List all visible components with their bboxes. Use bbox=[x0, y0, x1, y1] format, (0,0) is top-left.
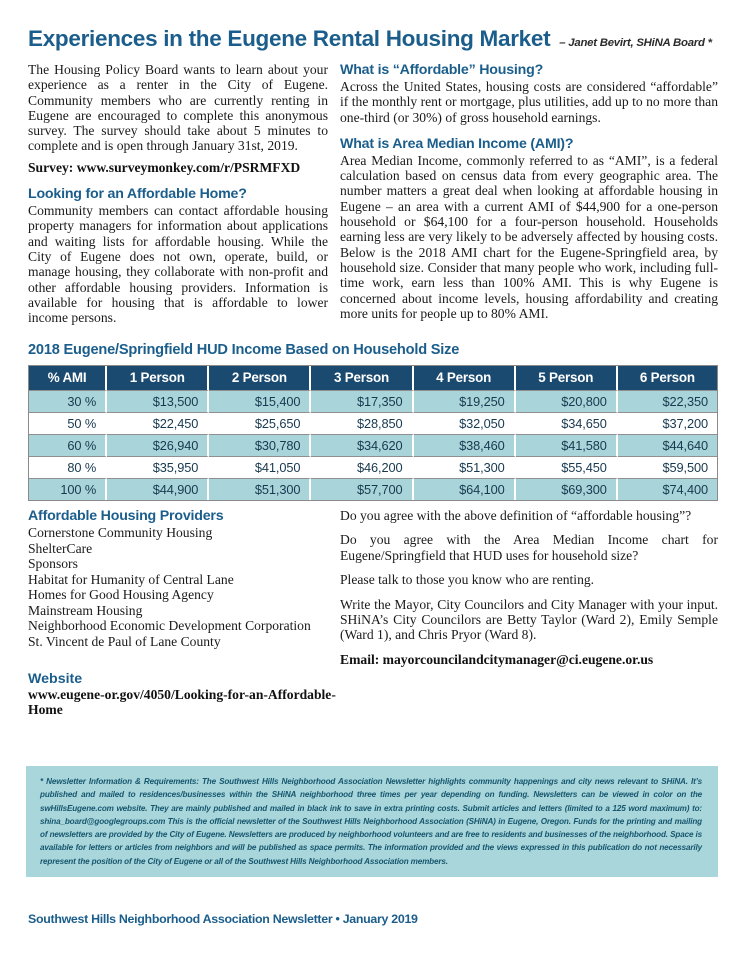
spacer bbox=[28, 175, 328, 186]
affordable-housing-body: Across the United States, housing costs are considered “affordable” if the monthly rent or mortgage, plus utilities, add up to no more than one-third (or 30%) of gross household earnings. bbox=[340, 79, 718, 125]
newsletter-footnote-text: * Newsletter Information & Requirements: The Southwest Hills Neighborhood Association Newsletter highlights community happenings and city news relevant to SHiNA. It’s published and mailed to residences/businesses within the SHiNA neighborhood three times per year depending on funding. Newsletters can be viewed in color on the swHillsEugene.com website. They are mainly published and mailed in black ink to save in extra printing costs. Submit articles and letters (limited to a 125 word maximum) to: shina_board@googlegroups.com This is the official newsletter of the Southwest Hills Neighborhood Association (SHiNA) in Eugene, Oregon. Funds for the printing and mailing of newsletters are provided by the City of Eugene. Newsletters are produced by neighborhood volunteers and are free to residents and businesses of the neighborhood. Space is available for letters or articles from neighbors and will be published as space permits. The information provided and the views expressed in this publication do not necessarily represent the position of the City of Eugene or all of the Southwest Hills Neighborhood Association members. bbox=[40, 777, 702, 866]
table-cell: $59,500 bbox=[618, 456, 717, 478]
calls-to-action-section bbox=[340, 508, 718, 668]
list-item: Habitat for Humanity of Central Lane bbox=[28, 571, 234, 587]
ami-body: Area Median Income, commonly referred to as “AMI”, is a federal calculation based on census data from every geographic area. The number matters a great deal when looking at affordable housing in Eugene – an area with a current AMI of $44,900 for a one-person household or $64,100 for a four-person household. Households earning less are very likely to be adversely affected by housing costs. Below is the 2018 AMI chart for the Eugene-Springfield area, by household size. Consider that many people who work, including full-time work, earn less than 100% AMI. This is why Eugene is concerned about income levels, housing affordability and creating more units for people up to 80% AMI. bbox=[340, 152, 718, 321]
list-item: Homes for Good Housing Agency bbox=[28, 587, 214, 602]
table-cell: $38,460 bbox=[414, 434, 516, 456]
intro-paragraph: The Housing Policy Board wants to learn about your experience as a renter in the City of Eugene. Community members who are currently renting in Eugene are encouraged to complete this anonymous survey. The survey should take about 5 minutes to complete and is open through January 31st, 2019. bbox=[28, 62, 328, 154]
list-item: Mainstream Housing bbox=[28, 602, 143, 618]
table-header-cell: % AMI bbox=[29, 366, 107, 390]
table-cell-ami: 100 % bbox=[29, 478, 107, 500]
table-header-cell: 1 Person bbox=[107, 366, 209, 390]
table-cell: $28,850 bbox=[311, 412, 413, 434]
right-column bbox=[340, 62, 718, 321]
page-title-row bbox=[28, 26, 718, 52]
table-cell: $22,450 bbox=[107, 412, 209, 434]
table-row bbox=[29, 412, 717, 434]
newsletter-footnote-box bbox=[26, 766, 718, 877]
list-item: ShelterCare bbox=[28, 540, 93, 556]
providers-section bbox=[28, 508, 338, 718]
table-cell: $26,940 bbox=[107, 434, 209, 456]
table-cell: $13,500 bbox=[107, 390, 209, 412]
table-cell: $37,200 bbox=[618, 412, 717, 434]
table-row bbox=[29, 390, 717, 412]
table-cell: $46,200 bbox=[311, 456, 413, 478]
table-header-cell: 4 Person bbox=[414, 366, 516, 390]
table-cell: $74,400 bbox=[618, 478, 717, 500]
survey-link-line[interactable]: Survey: www.surveymonkey.com/r/PSRMFXD bbox=[28, 159, 301, 175]
table-cell: $22,350 bbox=[618, 390, 717, 412]
table-cell: $69,300 bbox=[516, 478, 618, 500]
table-cell: $15,400 bbox=[209, 390, 311, 412]
table-row bbox=[29, 456, 717, 478]
table-cell: $44,900 bbox=[107, 478, 209, 500]
page-footer: Southwest Hills Neighborhood Association Newsletter • January 2019 bbox=[28, 912, 418, 926]
left-column bbox=[28, 62, 328, 325]
table-cell: $51,300 bbox=[414, 456, 516, 478]
table-cell: $44,640 bbox=[618, 434, 717, 456]
website-url[interactable]: www.eugene-or.gov/4050/Looking-for-an-Affordable-Home bbox=[28, 687, 336, 718]
list-item: Neighborhood Economic Development Corporation bbox=[28, 618, 311, 633]
table-row bbox=[29, 478, 717, 500]
table-cell-ami: 60 % bbox=[29, 434, 107, 456]
providers-list bbox=[28, 525, 338, 649]
table-header-row bbox=[29, 366, 717, 390]
table-cell: $34,620 bbox=[311, 434, 413, 456]
table-cell: $55,450 bbox=[516, 456, 618, 478]
table-header-cell: 3 Person bbox=[311, 366, 413, 390]
spacer bbox=[340, 125, 718, 136]
providers-heading: Affordable Housing Providers bbox=[28, 508, 224, 524]
ami-heading: What is Area Median Income (AMI)? bbox=[340, 135, 574, 152]
table-cell: $25,650 bbox=[209, 412, 311, 434]
table-cell: $35,950 bbox=[107, 456, 209, 478]
question-3: Please talk to those you know who are renting. bbox=[340, 572, 595, 588]
table-cell: $57,700 bbox=[311, 478, 413, 500]
table-cell: $30,780 bbox=[209, 434, 311, 456]
contact-email[interactable]: Email: mayorcouncilandcitymanager@ci.eugene.or.us bbox=[340, 651, 654, 667]
table-cell: $20,800 bbox=[516, 390, 618, 412]
table-cell: $41,050 bbox=[209, 456, 311, 478]
list-item: Cornerstone Community Housing bbox=[28, 525, 213, 540]
hud-income-table bbox=[28, 365, 718, 501]
table-header-cell: 5 Person bbox=[516, 366, 618, 390]
question-4: Write the Mayor, City Councilors and City Manager with your input. SHiNA’s City Councilors are Betty Taylor (Ward 2), Emily Semple (Ward 1), and Chris Pryor (Ward 8). bbox=[340, 596, 718, 643]
table-header-cell: 2 Person bbox=[209, 366, 311, 390]
list-item: Sponsors bbox=[28, 556, 78, 571]
table-cell-ami: 80 % bbox=[29, 456, 107, 478]
article-byline: – Janet Bevirt, SHiNA Board * bbox=[559, 37, 712, 49]
looking-for-home-body: Community members can contact affordable housing property managers for information about applications and waiting lists for affordable housing. While the City of Eugene does not own, operate, build, or manage housing, they collaborate with non-profit and other affordable housing providers. Information is available for housing that is affordable to lower income persons. bbox=[28, 203, 328, 326]
table-cell-ami: 30 % bbox=[29, 390, 107, 412]
income-table-title: 2018 Eugene/Springfield HUD Income Based on Household Size bbox=[28, 342, 460, 358]
table-row bbox=[29, 434, 717, 456]
question-2: Do you agree with the Area Median Income chart for Eugene/Springfield that HUD uses for household size? bbox=[340, 532, 718, 563]
list-item: St. Vincent de Paul of Lane County bbox=[28, 633, 221, 649]
table-cell: $19,250 bbox=[414, 390, 516, 412]
table-cell-ami: 50 % bbox=[29, 412, 107, 434]
table-cell: $51,300 bbox=[209, 478, 311, 500]
table-cell: $32,050 bbox=[414, 412, 516, 434]
table-cell: $34,650 bbox=[516, 412, 618, 434]
table-cell: $41,580 bbox=[516, 434, 618, 456]
table-cell: $64,100 bbox=[414, 478, 516, 500]
table-header-cell: 6 Person bbox=[618, 366, 717, 390]
website-heading: Website bbox=[28, 671, 83, 687]
looking-for-home-heading: Looking for an Affordable Home? bbox=[28, 186, 247, 203]
table-cell: $17,350 bbox=[311, 390, 413, 412]
page-title: Experiences in the Eugene Rental Housing Market bbox=[28, 26, 551, 51]
affordable-housing-heading: What is “Affordable” Housing? bbox=[340, 62, 544, 78]
question-1: Do you agree with the above definition of “affordable housing”? bbox=[340, 508, 692, 523]
